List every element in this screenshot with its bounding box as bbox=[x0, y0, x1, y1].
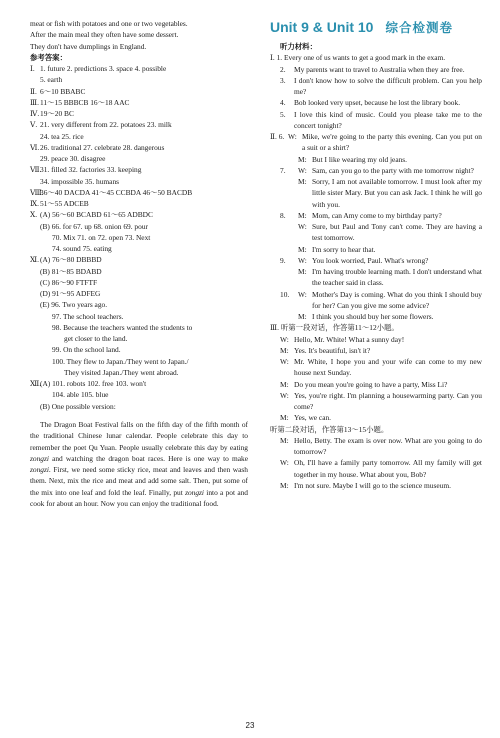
speaker: M: bbox=[280, 379, 289, 389]
answer-line bbox=[30, 119, 248, 130]
answer-text: 100. They flew to Japan./They went to Japan./ bbox=[52, 356, 189, 366]
intro-line: After the main meal they often have some dessert. bbox=[30, 30, 179, 40]
answer-text: 70. Mix 71. on 72. open 73. Next bbox=[52, 232, 151, 242]
dialogue-line bbox=[270, 412, 482, 423]
speaker: M: bbox=[298, 177, 307, 186]
answer-line bbox=[30, 198, 248, 209]
answer-text: (A) 101. robots 102. free 103. won't bbox=[40, 379, 147, 388]
intro-line: meat or fish with potatoes and one or two vegetables. bbox=[30, 19, 188, 28]
answer-text: 99. On the school land. bbox=[52, 345, 121, 355]
speaker: W: bbox=[298, 165, 307, 175]
answer-text: 104. able 105. blue bbox=[52, 390, 109, 400]
speaker: W: bbox=[288, 132, 297, 141]
item-number bbox=[280, 176, 298, 210]
answer-line bbox=[30, 74, 248, 85]
sample-essay: The Dragon Boat Festival falls on the fifth day of the fifth month of the traditional Chinese lunar calendar. People celebrate this day to remember the poet Qu Yuan. People usually celebrate this day by eating zongzi and watching the dragon boat races. Here is one way to make zongzi. First, we need some sticky rice, meat and leaves and then wash them. Next, mix the rice and meat and add some salt. Then, put some of the mix into one leaf and fold the leaf. Finally, put zongzi into a pot and cook for about an hour. Now you can enjoy the traditional food. bbox=[30, 420, 248, 508]
title-cn: 综合检测卷 bbox=[385, 21, 453, 35]
dialogue-line bbox=[270, 165, 482, 176]
answer-text: (B) 66. for 67. up 68. onion 69. pour bbox=[40, 221, 148, 231]
answer-line bbox=[30, 288, 248, 299]
dialogue-line bbox=[270, 390, 482, 413]
item-text: I don't know how to solve the difficult problem. Can you help me? bbox=[294, 75, 482, 96]
dialogue-line bbox=[270, 356, 482, 379]
page-title bbox=[270, 18, 482, 37]
listening-item bbox=[270, 75, 482, 98]
answer-line bbox=[30, 153, 248, 164]
line-text: Yes. It's beautiful, isn't it? bbox=[294, 345, 371, 355]
item-number: 9. bbox=[280, 255, 286, 265]
answer-text: (A) 76～80 DBBBD bbox=[40, 255, 102, 265]
answer-text: 36～40 DACDA 41～45 CCBDA 46～50 BACDB bbox=[40, 187, 193, 197]
answer-text: (B) One possible version: bbox=[40, 401, 116, 411]
item-number bbox=[280, 311, 298, 322]
answer-line bbox=[30, 63, 248, 74]
answer-line bbox=[30, 311, 248, 322]
listening-heading: 听力材料： bbox=[280, 42, 317, 51]
dialogue-line bbox=[270, 345, 482, 356]
line-text: I'm not sure. Maybe I will go to the science museum. bbox=[294, 480, 451, 490]
dialogue-line bbox=[270, 154, 482, 165]
answer-text: (E) 96. Two years ago. bbox=[40, 300, 108, 310]
answer-text: (B) 81～85 BDABD bbox=[40, 266, 102, 276]
line-text: I'm sorry to hear that. bbox=[312, 244, 376, 254]
keyword-zongzi: zongzi bbox=[185, 487, 204, 497]
line-text: I'm having trouble learning math. I don't understand what the teacher said in class. bbox=[312, 267, 482, 288]
answer-text: 24. tea 25. rice bbox=[40, 131, 84, 141]
line-text: Mom, can Amy come to my birthday party? bbox=[312, 210, 442, 220]
item-number: 10. bbox=[280, 289, 290, 299]
answer-section-label: Ⅹ. bbox=[30, 210, 38, 220]
answer-text: 51～55 ADCEB bbox=[40, 199, 89, 208]
answer-line bbox=[30, 209, 248, 220]
listening-item bbox=[270, 97, 482, 108]
answer-line bbox=[30, 164, 248, 175]
answer-text: They visited Japan./They went abroad. bbox=[64, 367, 179, 377]
line-text: But I like wearing my old jeans. bbox=[312, 154, 408, 164]
dialogue-line bbox=[270, 255, 482, 266]
answer-section-label: Ⅲ. bbox=[30, 97, 39, 107]
answer-line bbox=[30, 254, 248, 265]
line-text: Do you mean you're going to have a party, Miss Li? bbox=[294, 379, 448, 389]
speaker: M: bbox=[280, 345, 289, 355]
page-number: 23 bbox=[245, 721, 255, 730]
line-text: Mr. White, I hope you and your wife can come to my new house next Sunday. bbox=[294, 357, 482, 378]
answer-line bbox=[30, 131, 248, 142]
line-text: Sam, can you go to the party with me tomorrow night? bbox=[312, 165, 474, 175]
dialogue-line bbox=[270, 334, 482, 345]
answer-text: 1. future 2. predictions 3. space 4. possible bbox=[40, 64, 167, 73]
answer-line bbox=[30, 142, 248, 153]
line-text: Hello, Mr. White! What a sunny day! bbox=[294, 334, 405, 344]
answer-text: (C) 86～90 FTFTF bbox=[40, 277, 98, 287]
answer-text: 26. traditional 27. celebrate 28. dangerous bbox=[40, 142, 165, 152]
listening-item bbox=[270, 109, 482, 132]
speaker: W: bbox=[280, 390, 289, 400]
line-text: You look worried, Paul. What's wrong? bbox=[312, 255, 429, 265]
dialogue-line bbox=[270, 221, 482, 244]
intro-line: They don't have dumplings in England. bbox=[30, 41, 147, 51]
item-number: 4. bbox=[280, 98, 286, 108]
item-number: 5. bbox=[280, 109, 286, 119]
answer-section-label: Ⅷ. bbox=[30, 187, 44, 197]
answer-line bbox=[30, 299, 248, 310]
keyword-zongzi: zongzi bbox=[30, 453, 49, 463]
line-text: Sorry, I am not available tomorrow. I must look after my little sister Mary. But you can ask Jack. I think he will go with you. bbox=[312, 177, 482, 209]
item-text: Every one of us wants to get a good mark in the exam. bbox=[284, 53, 446, 63]
item-number: Ⅱ. 6. bbox=[270, 132, 285, 141]
speaker: W: bbox=[298, 289, 307, 299]
answer-text: (D) 91～95 ADFEG bbox=[40, 289, 101, 298]
answer-text: 34. impossible 35. humans bbox=[40, 176, 120, 186]
speaker: W: bbox=[280, 334, 289, 344]
answer-text: 6～10 BBABC bbox=[40, 86, 86, 96]
item-number: 7. bbox=[280, 165, 286, 175]
listening-item bbox=[270, 64, 482, 75]
item-number: 3. bbox=[280, 75, 286, 85]
dialogue-line bbox=[270, 176, 482, 210]
part3-label: Ⅲ. bbox=[270, 323, 279, 333]
answer-line bbox=[30, 333, 248, 344]
speaker: W: bbox=[298, 222, 307, 231]
line-text: Yes, we can. bbox=[294, 413, 332, 423]
answer-line bbox=[30, 243, 248, 254]
answer-text: get closer to the land. bbox=[64, 334, 128, 343]
line-text: Hello, Betty. The exam is over now. What are you going to do tomorrow? bbox=[294, 435, 482, 456]
answer-line bbox=[30, 187, 248, 198]
item-number bbox=[280, 244, 298, 255]
dialogue-line bbox=[270, 311, 482, 322]
item-number: 2. bbox=[280, 64, 286, 74]
item-number: Ⅰ. 1. bbox=[270, 53, 283, 63]
answer-section-label: Ⅶ. bbox=[30, 165, 42, 175]
dialogue-line bbox=[270, 289, 482, 312]
item-text: Bob looked very upset, because he lost the library book. bbox=[294, 98, 461, 108]
answer-line bbox=[30, 389, 248, 400]
dialogue-line bbox=[270, 379, 482, 390]
dialogue-line bbox=[270, 244, 482, 255]
line-text: Yes, you're right. I'm planning a housewarming party. Can you come? bbox=[294, 390, 482, 411]
listening-item bbox=[270, 52, 482, 63]
answer-section-label: Ⅰ. bbox=[30, 64, 35, 73]
right-column bbox=[270, 18, 482, 491]
answer-line bbox=[30, 356, 248, 367]
answer-line bbox=[30, 108, 248, 119]
speaker: M: bbox=[280, 480, 289, 490]
item-text: My parents want to travel to Australia when they are free. bbox=[294, 64, 465, 74]
speaker: W: bbox=[280, 458, 289, 468]
item-number bbox=[280, 266, 298, 289]
intro-text bbox=[30, 18, 248, 52]
answer-section-label: Ⅸ. bbox=[30, 199, 39, 208]
speaker: M: bbox=[298, 244, 307, 254]
answer-line bbox=[30, 176, 248, 187]
line-text: Sure, but Paul and Tony can't come. They are having a test tomorrow. bbox=[312, 222, 482, 243]
answer-line bbox=[30, 378, 248, 389]
answer-section-label: Ⅵ. bbox=[30, 142, 40, 152]
speaker: M: bbox=[280, 435, 289, 445]
dialogue-line bbox=[270, 210, 482, 221]
answer-line bbox=[30, 221, 248, 232]
item-number bbox=[280, 154, 298, 165]
answer-line bbox=[30, 344, 248, 355]
line-text: Oh, I'll have a family party tomorrow. All my family will get together in my house. What about you, Bob? bbox=[294, 458, 482, 479]
left-column bbox=[30, 18, 248, 517]
dialogue-line bbox=[270, 480, 482, 491]
answer-text: (A) 56～60 BCABD 61～65 ADBDC bbox=[40, 210, 153, 220]
speaker: W: bbox=[280, 357, 289, 366]
dialogue-line bbox=[270, 131, 482, 154]
answer-line bbox=[30, 401, 248, 412]
line-text: Mike, we're going to the party this evening. Can you put on a suit or a shirt? bbox=[302, 132, 482, 153]
answer-text: 11～15 BBBCB 16～18 AAC bbox=[40, 97, 130, 107]
part3-intro-2: 听第二段对话，作答第13～15小题。 bbox=[270, 424, 389, 434]
answer-section-label: Ⅻ. bbox=[30, 379, 42, 388]
answer-line bbox=[30, 367, 248, 378]
answer-text: 97. The school teachers. bbox=[52, 311, 124, 321]
answer-text: 31. filled 32. factories 33. keeping bbox=[40, 165, 142, 175]
keyword-zongzi: zongzi bbox=[30, 465, 49, 475]
line-text: Mother's Day is coming. What do you think I should buy for her? Can you give me some advice? bbox=[312, 289, 482, 310]
answer-section-label: Ⅴ. bbox=[30, 120, 38, 130]
speaker: M: bbox=[298, 210, 307, 220]
answer-text: 5. earth bbox=[40, 75, 63, 85]
dialogue-line bbox=[270, 435, 482, 458]
answer-line bbox=[30, 86, 248, 97]
speaker: M: bbox=[298, 154, 307, 164]
dialogue-1 bbox=[270, 334, 482, 424]
speaker: M: bbox=[298, 312, 307, 321]
item-text: I love this kind of music. Could you please take me to the concert tonight? bbox=[294, 109, 482, 130]
answer-section-label: Ⅳ. bbox=[30, 109, 40, 118]
answer-section-label: Ⅱ. bbox=[30, 86, 37, 96]
answer-text: 21. very different from 22. potatoes 23. milk bbox=[40, 120, 172, 130]
part3-intro: Ⅲ. 听第一段对话，作答第11～12小题。 bbox=[270, 323, 399, 333]
answer-line bbox=[30, 266, 248, 277]
answer-text: 98. Because the teachers wanted the students to bbox=[52, 322, 193, 332]
listening-part-3 bbox=[270, 322, 482, 491]
item-number: 8. bbox=[280, 210, 286, 220]
answer-section-label: Ⅺ. bbox=[30, 255, 40, 265]
line-text: I think you should buy her some flowers. bbox=[312, 312, 434, 321]
answer-text: 29. peace 30. disagree bbox=[40, 154, 106, 163]
answer-list bbox=[30, 63, 248, 412]
listening-part-1 bbox=[270, 52, 482, 131]
answer-text: 74. sound 75. eating bbox=[52, 244, 112, 253]
answer-line bbox=[30, 277, 248, 288]
dialogue-line bbox=[270, 457, 482, 480]
title-en: Unit 9 & Unit 10 bbox=[270, 19, 374, 35]
dialogue-line bbox=[270, 266, 482, 289]
speaker: W: bbox=[298, 255, 307, 265]
answer-line bbox=[30, 232, 248, 243]
dialogue-2 bbox=[270, 435, 482, 491]
answers-heading: 参考答案： bbox=[30, 52, 67, 62]
listening-part-2 bbox=[270, 131, 482, 322]
answer-line bbox=[30, 97, 248, 108]
answer-line bbox=[30, 322, 248, 333]
speaker: M: bbox=[280, 413, 289, 423]
item-number bbox=[280, 221, 298, 244]
answer-text: 19～20 BC bbox=[40, 109, 74, 118]
speaker: M: bbox=[298, 267, 307, 276]
